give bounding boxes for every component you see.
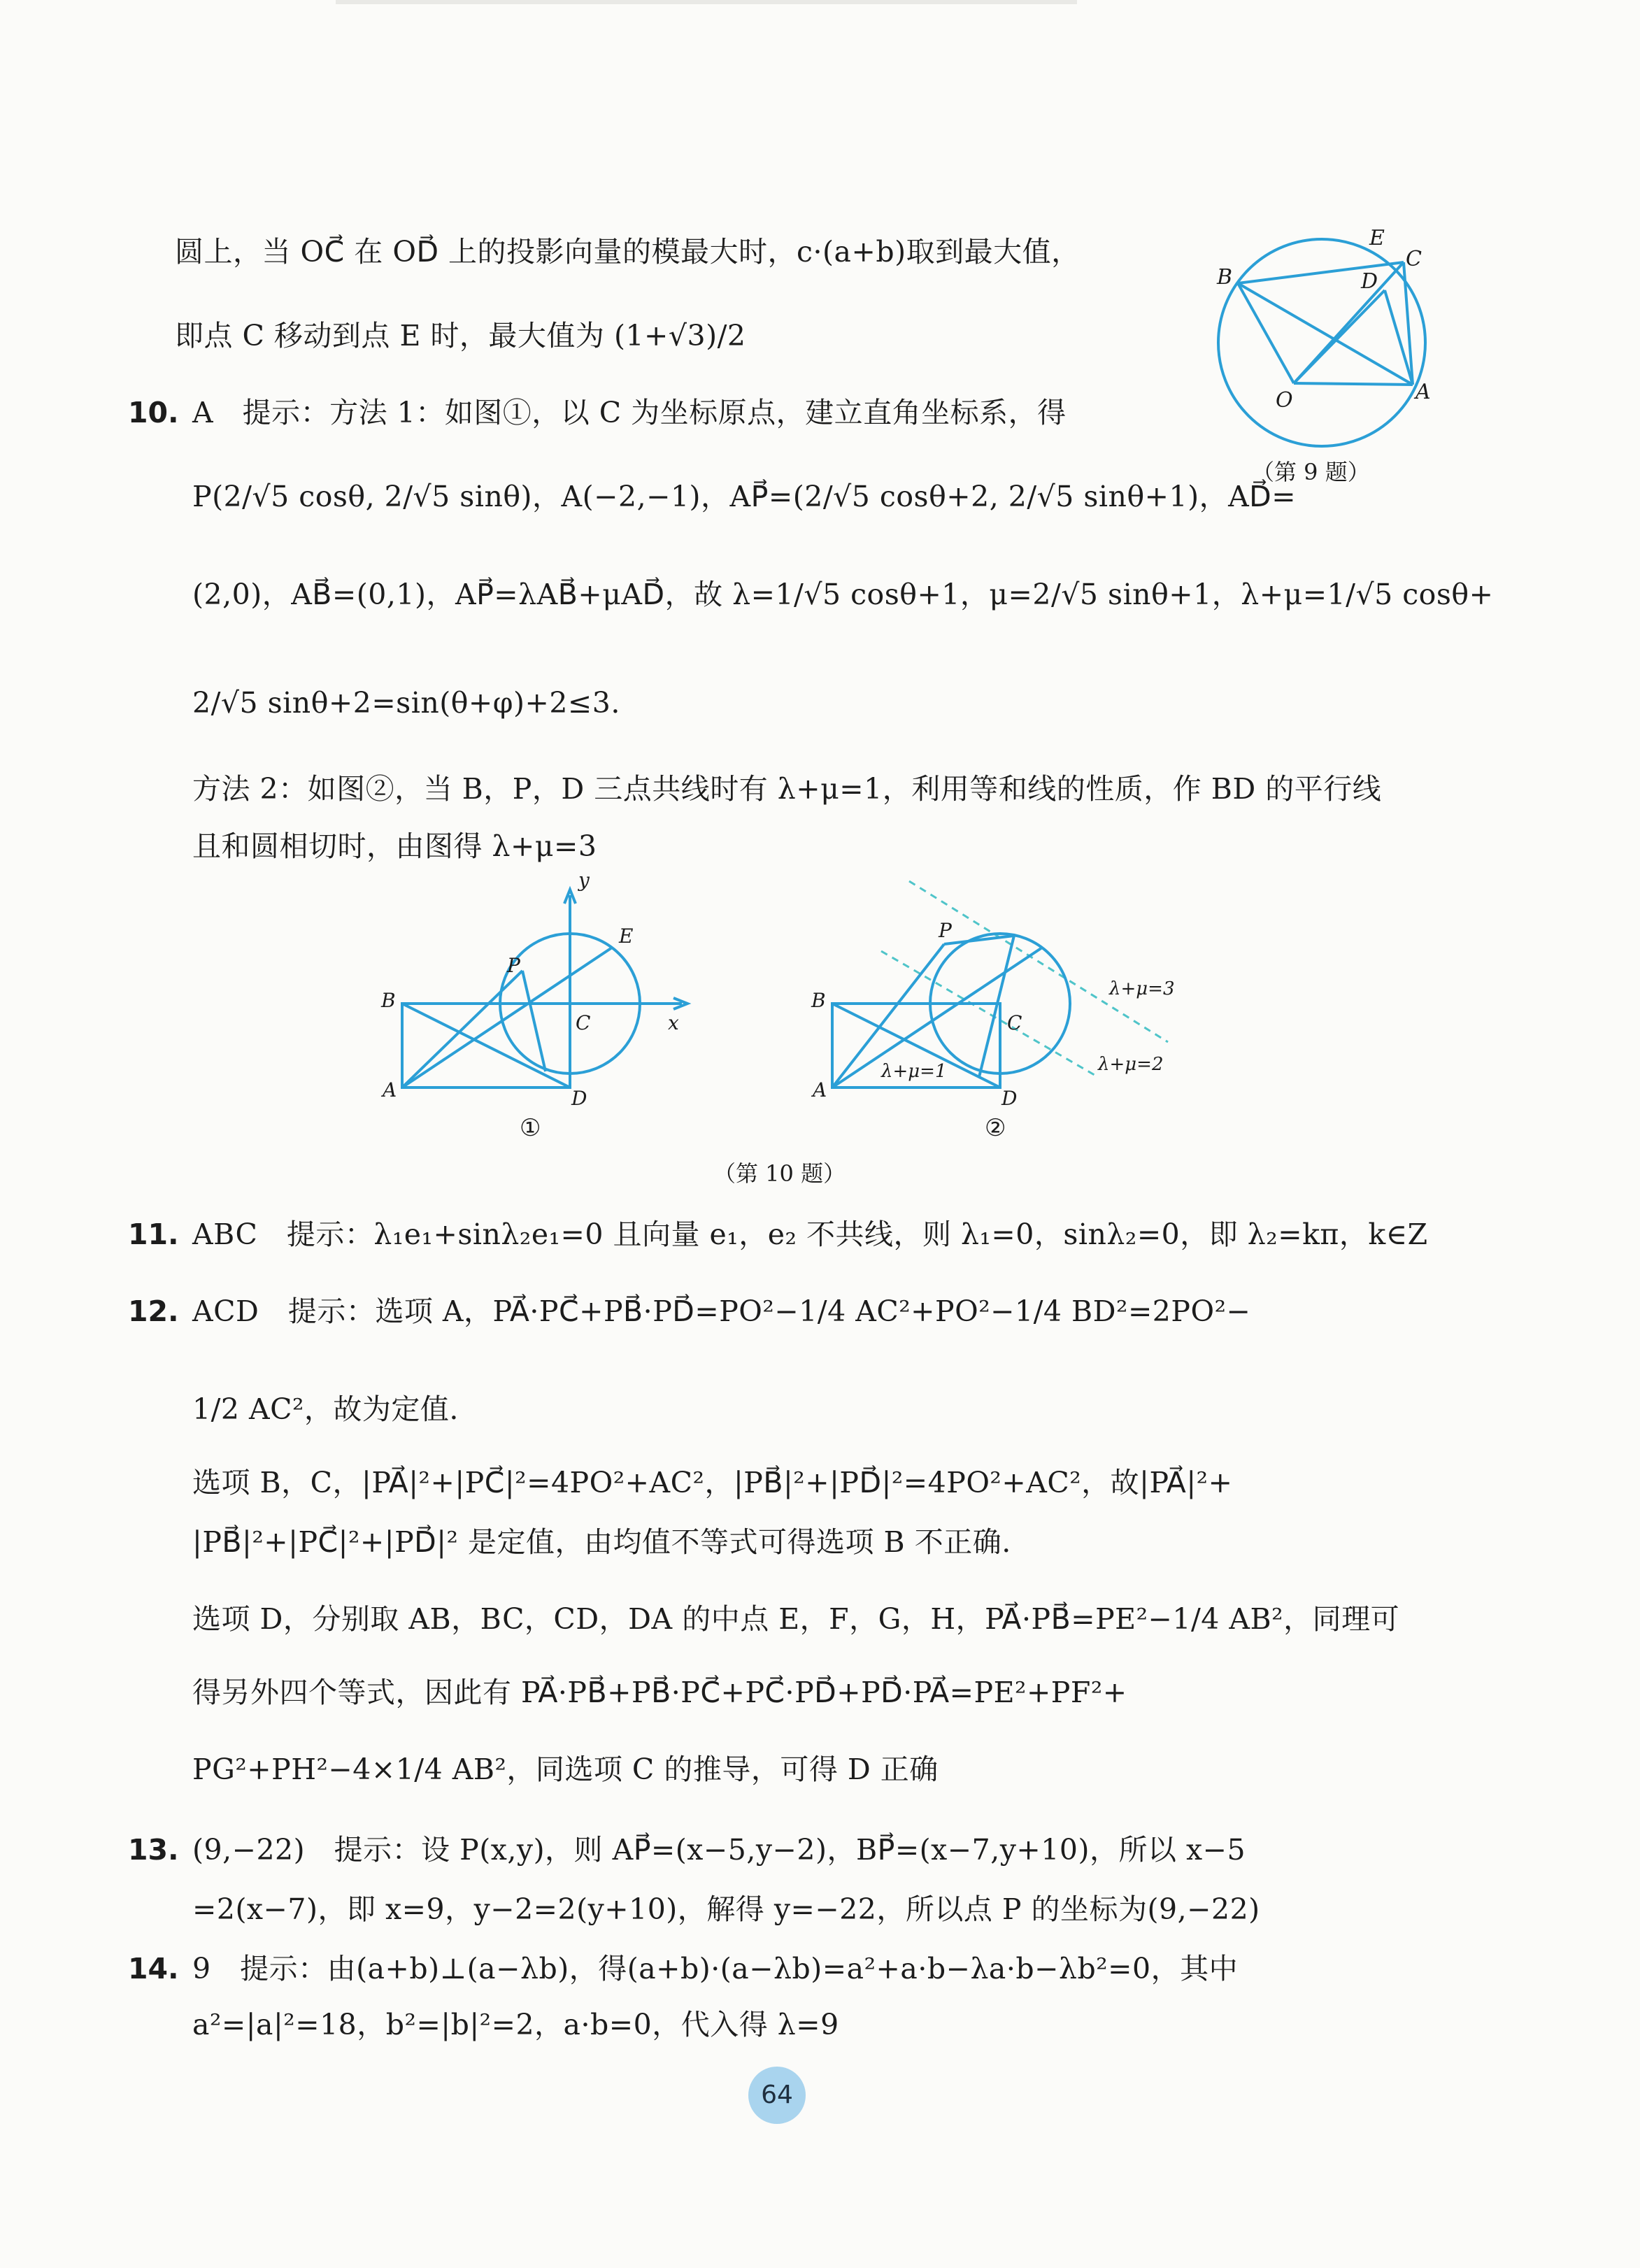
question-number: 13. — [128, 1833, 179, 1867]
text-line: (2,0)，AB⃗=(0,1)，AP⃗=λAB⃗+μAD⃗，故 λ=1/√5 cosθ+1，μ=2/√5 sinθ+1，λ+μ=1/√5 cosθ+ — [192, 578, 1494, 611]
fig10-2-label-c: C — [1007, 1011, 1022, 1034]
text-line: 9 提示：由(a+b)⊥(a−λb)，得(a+b)·(a−λb)=a²+a·b−λa·b−λb²=0，其中 — [192, 1952, 1239, 1985]
text-line: 选项 D，分别取 AB，BC，CD，DA 的中点 E，F，G，H，PA⃗·PB⃗=PE²−1/4 AB²，同理可 — [192, 1602, 1400, 1636]
figure-10-1-coordinate-diagram — [374, 867, 703, 1119]
text-line: 即点 C 移动到点 E 时，最大值为 (1+√3)/2 — [175, 319, 746, 352]
text-line: 2/√5 sinθ+2=sin(θ+φ)+2≤3. — [192, 686, 620, 720]
text-line: ACD 提示：选项 A，PA⃗·PC⃗+PB⃗·PD⃗=PO²−1/4 AC²+PO²−1/4 BD²=2PO²− — [192, 1295, 1251, 1328]
text-line: 方法 2：如图②，当 B，P，D 三点共线时有 λ+μ=1，利用等和线的性质，作 BD 的平行线 — [192, 772, 1382, 806]
text-line: A 提示：方法 1：如图①，以 C 为坐标原点，建立直角坐标系，得 — [192, 396, 1067, 429]
figure-10-1-caption: ① — [520, 1114, 541, 1142]
fig9-circle — [1218, 239, 1425, 446]
text-line: a²=|a|²=18，b²=|b|²=2，a·b=0，代入得 λ=9 — [192, 2008, 839, 2041]
fig9-line-be — [1238, 262, 1404, 283]
fig10-1-label-x: x — [668, 1011, 679, 1034]
fig10-2-line-chord — [979, 936, 1014, 1077]
fig10-2-label-level-2: λ+μ=2 — [1098, 1054, 1164, 1075]
figure-10-caption: （第 10 题） — [713, 1160, 846, 1187]
figure-10-2-caption: ② — [985, 1114, 1006, 1142]
text-line: P(2/√5 cosθ, 2/√5 sinθ)，A(−2,−1)，AP⃗=(2/√5 cosθ+2, 2/√5 sinθ+1)，AD⃗= — [192, 480, 1297, 513]
figure-9-circle-diagram — [1203, 224, 1441, 462]
fig10-2-level-line-2 — [881, 951, 1098, 1077]
text-line: 且和圆相切时，由图得 λ+μ=3 — [192, 829, 597, 863]
fig9-line-oa — [1294, 383, 1413, 385]
question-number: 11. — [128, 1218, 179, 1251]
text-line: ABC 提示：λ₁e₁+sinλ₂e₁=0 且向量 e₁，e₂ 不共线，则 λ₁=0，sinλ₂=0，即 λ₂=kπ，k∈Z — [192, 1218, 1428, 1251]
question-number: 12. — [128, 1295, 179, 1328]
fig10-1-label-d: D — [571, 1087, 587, 1110]
fig9-label-e: E — [1369, 226, 1385, 250]
question-number: 10. — [128, 396, 179, 429]
fig10-2-label-a: A — [813, 1078, 827, 1101]
fig10-2-label-level-1: λ+μ=1 — [881, 1061, 947, 1082]
figure-9-caption: （第 9 题） — [1252, 459, 1370, 485]
text-line: 圆上，当 OC⃗ 在 OD⃗ 上的投影向量的模最大时，c·(a+b)取到最大值， — [175, 235, 1081, 269]
fig10-1-label-a: A — [383, 1078, 397, 1101]
text-line: 得另外四个等式，因此有 PA⃗·PB⃗+PB⃗·PC⃗+PC⃗·PD⃗+PD⃗·PA⃗=PE²+PF²+ — [192, 1676, 1127, 1709]
text-line: 选项 B，C，|PA⃗|²+|PC⃗|²=4PO²+AC²，|PB⃗|²+|PD⃗|²=4PO²+AC²，故|PA⃗|²+ — [192, 1466, 1233, 1499]
fig10-1-label-e: E — [619, 925, 634, 948]
fig10-2-label-d: D — [1001, 1087, 1018, 1110]
page-number-badge: 64 — [748, 2067, 806, 2124]
fig9-label-o: O — [1276, 388, 1293, 413]
fig10-1-label-p: P — [507, 954, 520, 977]
text-line: 1/2 AC²，故为定值. — [192, 1392, 459, 1426]
fig10-2-tangent-line — [909, 881, 1168, 1042]
fig10-2-label-p: P — [939, 919, 952, 942]
fig9-label-a: A — [1416, 380, 1431, 404]
fig9-line-oe — [1294, 262, 1404, 383]
text-line: |PB⃗|²+|PC⃗|²+|PD⃗|² 是定值，由均值不等式可得选项 B 不正确. — [192, 1525, 1011, 1559]
text-line: (9,−22) 提示：设 P(x,y)，则 AP⃗=(x−5,y−2)，BP⃗=(x−7,y+10)，所以 x−5 — [192, 1833, 1246, 1867]
fig10-2-label-level-3: λ+μ=3 — [1109, 978, 1175, 999]
fig9-label-d: D — [1361, 269, 1378, 294]
top-edge-shadow — [336, 0, 1077, 4]
fig10-1-label-b: B — [381, 989, 396, 1012]
fig9-label-c: C — [1406, 247, 1422, 271]
fig10-1-label-y: y — [578, 869, 590, 892]
text-line: PG²+PH²−4×1/4 AB²，同选项 C 的推导，可得 D 正确 — [192, 1753, 939, 1786]
fig9-label-b: B — [1217, 265, 1233, 290]
text-line: =2(x−7)，即 x=9，y−2=2(y+10)，解得 y=−22，所以点 P 的坐标为(9,−22) — [192, 1892, 1260, 1926]
fig10-1-label-c: C — [576, 1011, 591, 1034]
figure-10-2-level-line-diagram — [804, 867, 1196, 1119]
fig10-2-label-b: B — [811, 989, 826, 1012]
question-number: 14. — [128, 1952, 179, 1985]
fig10-1-line-bd — [402, 1004, 570, 1087]
